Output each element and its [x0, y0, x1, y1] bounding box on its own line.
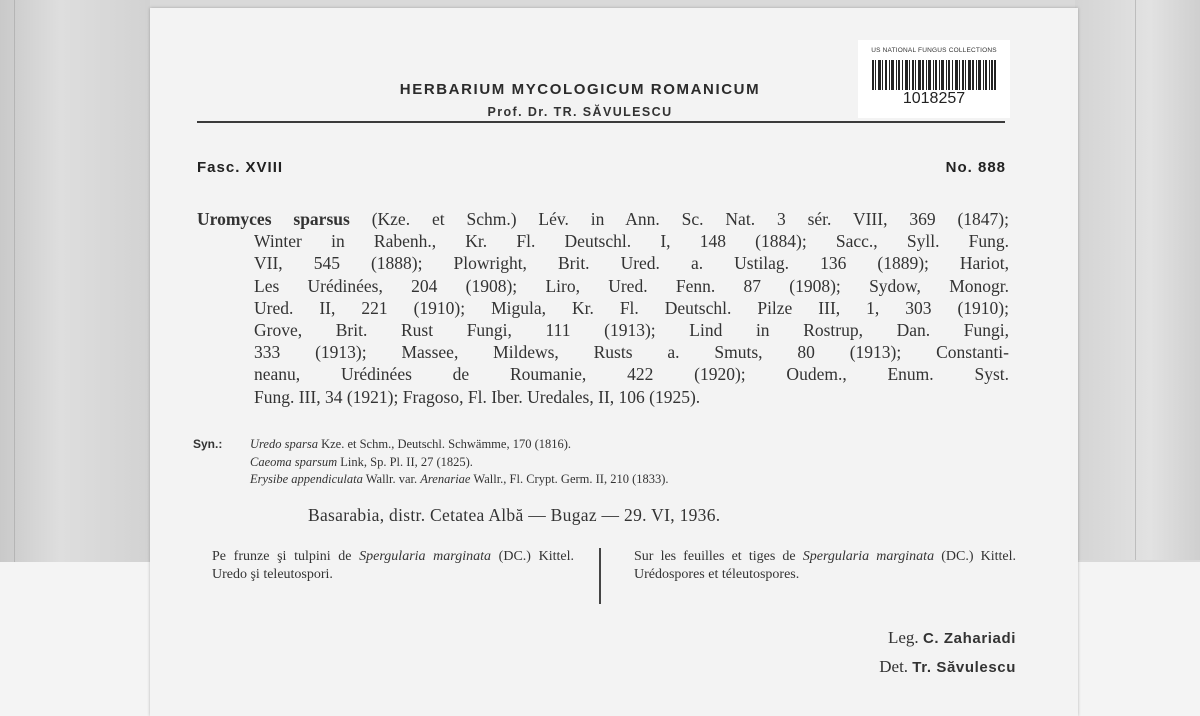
- synonyms-label: Syn.:: [193, 437, 223, 451]
- citation-line: Fung. III, 34 (1921); Fragoso, Fl. Iber. Uredales, II, 106 (1925).: [254, 386, 701, 407]
- synonym-citation: Link, Sp. Pl. II, 27 (1825).: [337, 454, 473, 469]
- species-name: Uromyces sparsus: [197, 209, 350, 229]
- synonym-variety: Arenariae: [420, 472, 471, 486]
- background-fold: [14, 0, 15, 568]
- herbarium-label: [150, 8, 1078, 716]
- column-divider: [599, 548, 601, 604]
- host-description-french: [634, 548, 1016, 583]
- synonym-citation: Wallr., Fl. Crypt. Germ. II, 210 (1833).: [470, 472, 669, 486]
- synonym-connector: Wallr. var.: [362, 472, 421, 486]
- host-description-romanian: [212, 548, 574, 583]
- citation-line: Ured. II, 221 (1910); Migula, Kr. Fl. Deutschl. Pilze III, 1, 303 (1910);: [254, 297, 1009, 318]
- background-right: [1075, 0, 1200, 560]
- host-name: Spergularia marginata: [802, 549, 935, 564]
- barcode-number: 1018257: [902, 90, 966, 107]
- synonym-name: Erysibe appendiculata: [250, 472, 363, 486]
- citation-line: Grove, Brit. Rust Fungi, 111 (1913); Lind in Rostrup, Dan. Fungi,: [254, 320, 1009, 341]
- synonym-line: [250, 436, 571, 454]
- determiner-name: Tr. Săvulescu: [912, 659, 1016, 676]
- synonym-name: Caeoma sparsum: [250, 454, 338, 469]
- background-fold: [1135, 0, 1136, 560]
- citation-line: [197, 208, 1009, 230]
- host-text: (DC.) Kittel. Urédospores et téleutospores.: [634, 549, 1016, 582]
- synonym-line: [250, 454, 473, 472]
- barcode-institution: US NATIONAL FUNGUS COLLECTIONS: [871, 47, 997, 54]
- host-text: Sur les feuilles et tiges de: [634, 549, 803, 564]
- citation-line: Winter in Rabenh., Kr. Fl. Deutschl. I, 148 (1884); Sacc., Syll. Fung.: [254, 231, 1009, 252]
- herbarium-subtitle: Prof. Dr. TR. SĂVULESCU: [487, 105, 673, 119]
- determiner-line: [879, 657, 1016, 677]
- citation-line: neanu, Urédinées de Roumanie, 422 (1920); Oudem., Enum. Syst.: [254, 364, 1009, 385]
- host-text: Pe frunze şi tulpini de: [212, 549, 360, 564]
- citation-line: 333 (1913); Massee, Mildews, Rusts a. Smuts, 80 (1913); Constanti-: [254, 342, 1009, 363]
- collection-locality: Basarabia, distr. Cetatea Albă — Bugaz — 29. VI, 1936.: [308, 505, 721, 525]
- host-text: (DC.) Kittel. Uredo şi teleutospori.: [212, 549, 574, 582]
- host-name: Spergularia marginata: [359, 549, 492, 564]
- exsiccata-number: No. 888: [945, 159, 1006, 176]
- herbarium-title: HERBARIUM MYCOLOGICUM ROMANICUM: [399, 81, 761, 98]
- synonym-name: Uredo sparsa: [250, 437, 318, 451]
- collector-line: [888, 628, 1016, 648]
- citation-line: VII, 545 (1888); Plowright, Brit. Ured. a. Ustilag. 136 (1889); Hariot,: [254, 253, 1009, 274]
- collector-name: C. Zahariadi: [922, 630, 1016, 647]
- citation-block: [197, 208, 1009, 408]
- collector-prefix: Leg.: [888, 628, 919, 647]
- barcode-sticker: [858, 40, 1010, 118]
- citation-text: (Kze. et Schm.) Lév. in Ann. Sc. Nat. 3 sér. VIII, 369 (1847);: [371, 209, 1009, 229]
- citation-line: Les Urédinées, 204 (1908); Liro, Ured. Fenn. 87 (1908); Sydow, Monogr.: [254, 275, 1009, 296]
- barcode-icon: [872, 60, 996, 90]
- fascicle-number: Fasc. XVIII: [197, 159, 284, 176]
- background-left: [0, 0, 150, 568]
- header-rule: [197, 121, 1005, 123]
- determiner-prefix: Det.: [879, 657, 909, 676]
- synonym-citation: Kze. et Schm., Deutschl. Schwämme, 170 (1816).: [317, 437, 572, 451]
- synonym-line: [250, 471, 669, 489]
